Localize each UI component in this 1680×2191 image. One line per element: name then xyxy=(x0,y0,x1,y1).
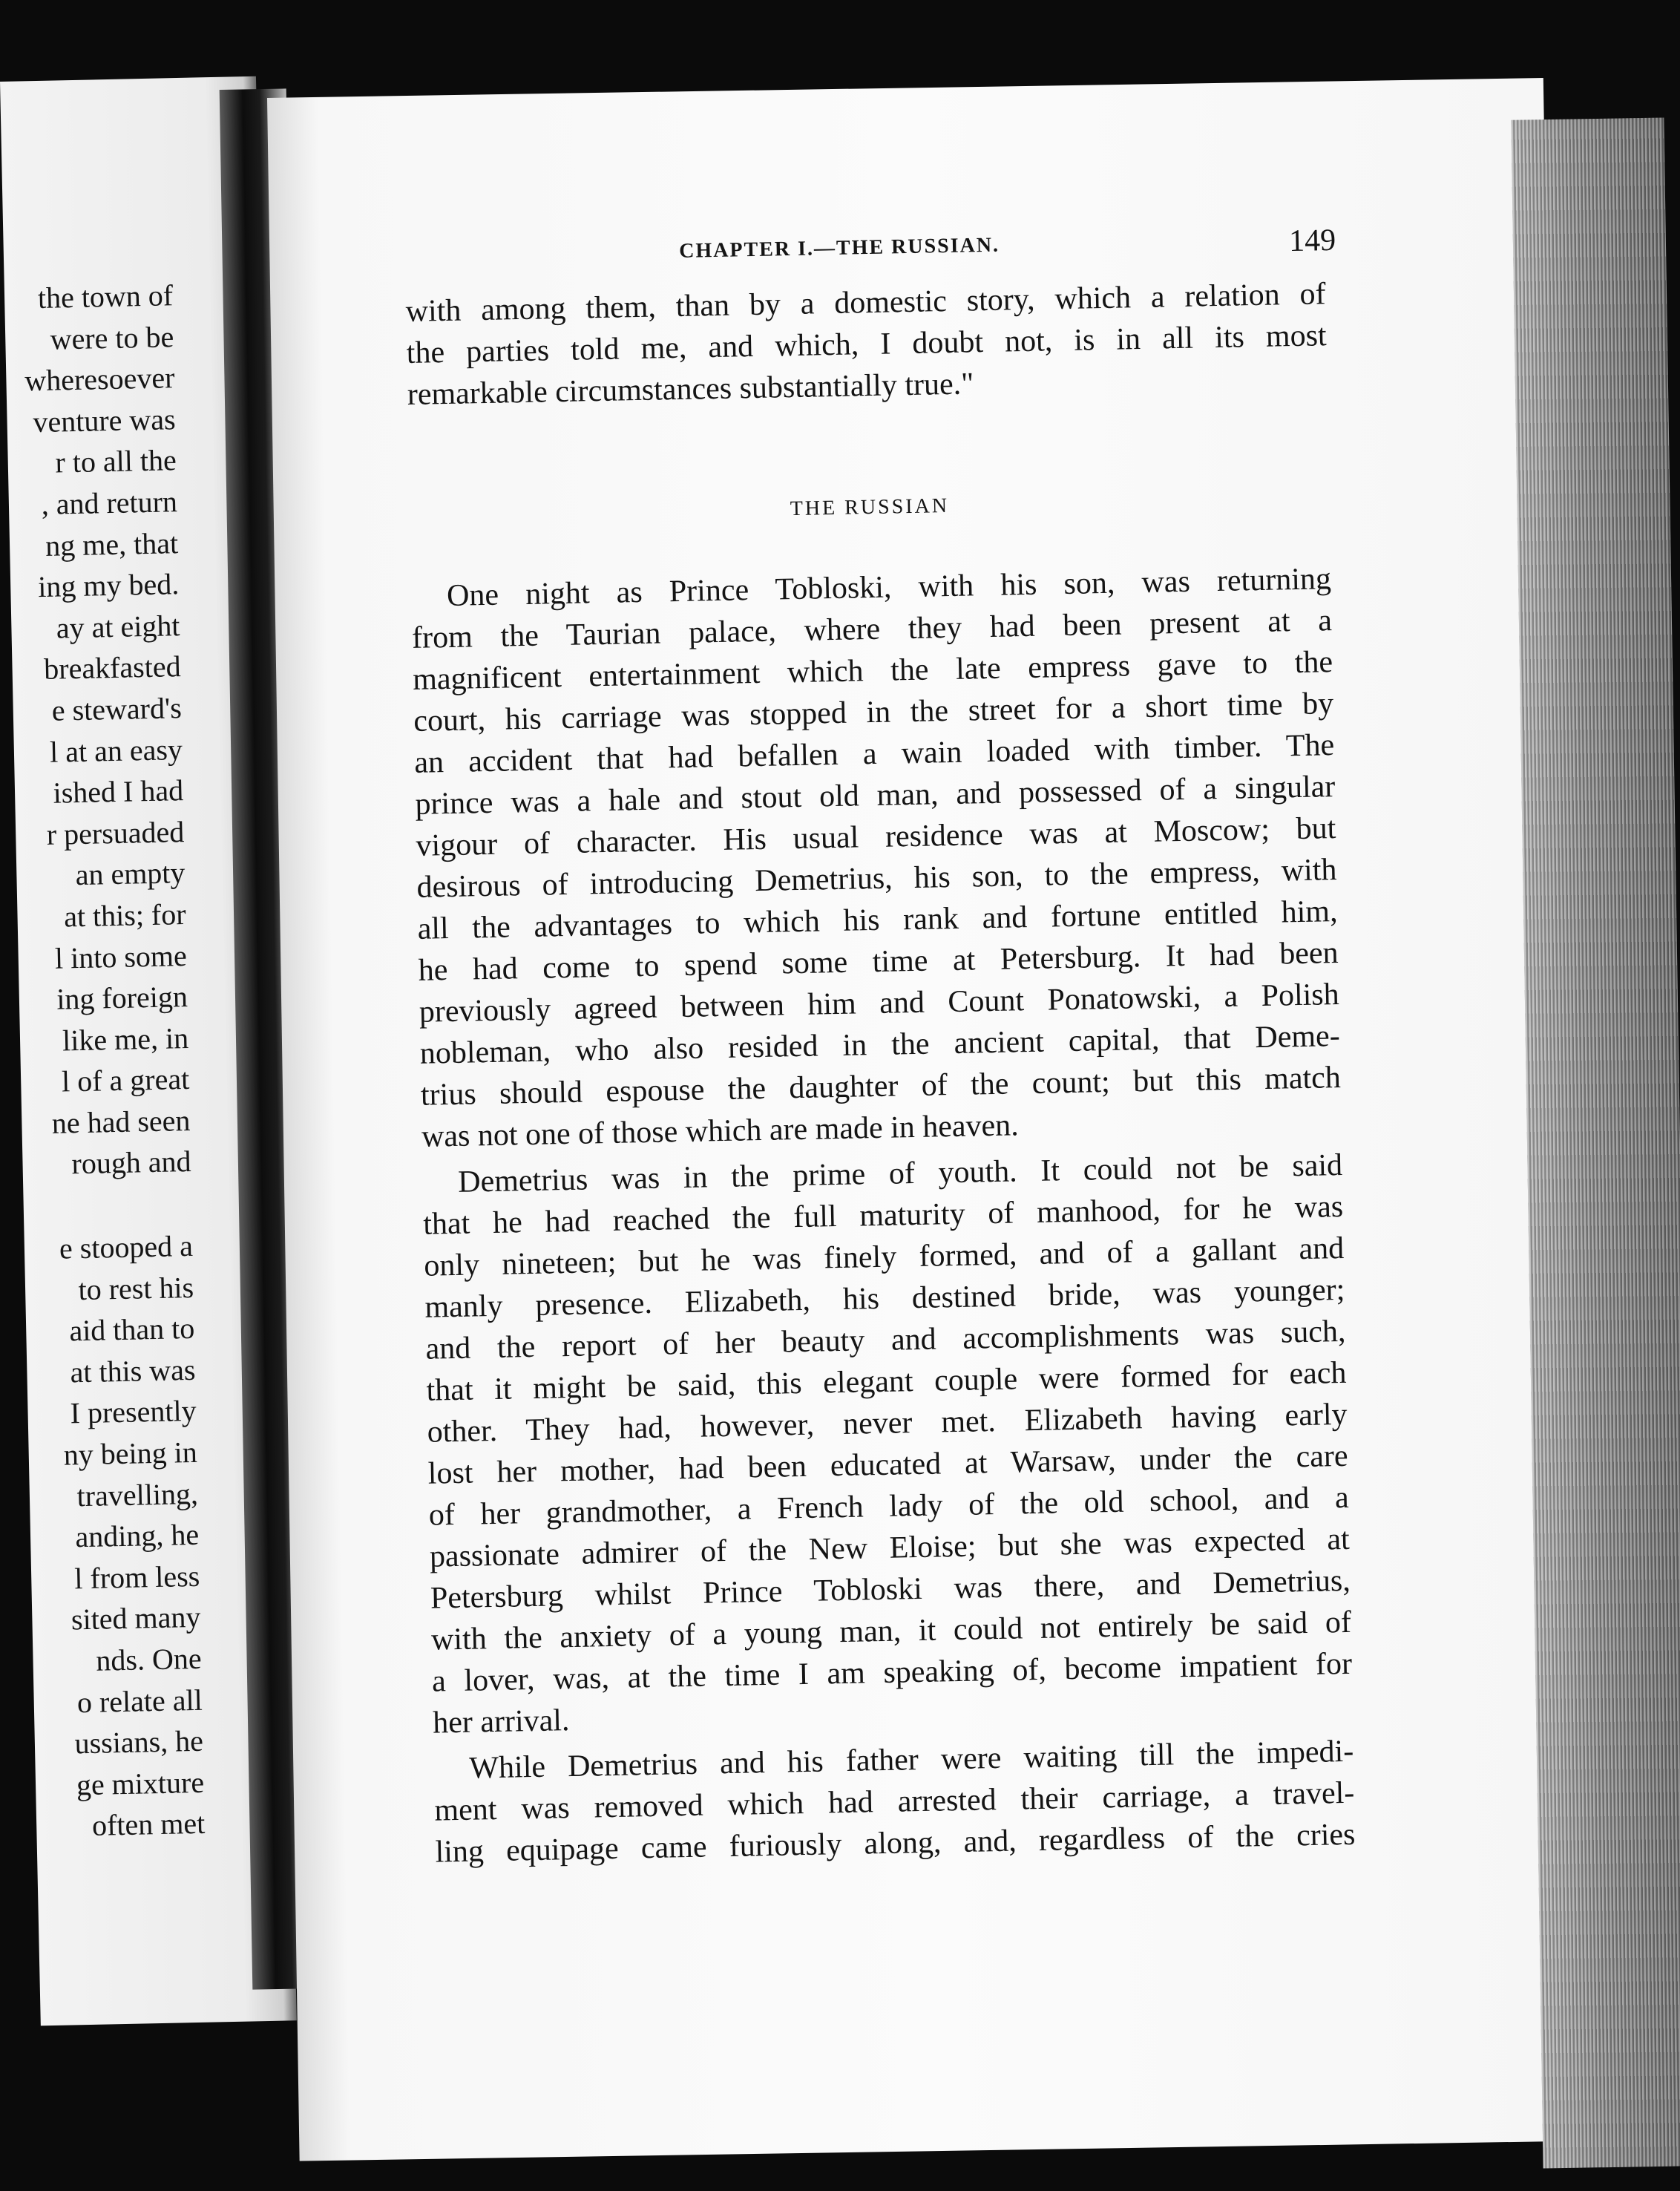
text-line: lost her mother, had been educated at Warsaw, under the care xyxy=(427,1438,1349,1491)
left-page-line: were to be xyxy=(50,319,174,356)
left-page-line: r to all the xyxy=(55,443,177,479)
left-page-line: , and return xyxy=(41,485,178,521)
left-page-line: sited many xyxy=(70,1600,201,1637)
text-line: from the Taurian palace, where they had been present at a xyxy=(411,603,1333,655)
section-title: THE RUSSIAN xyxy=(790,494,950,521)
text-line: with among them, than by a domestic story, which a relation of xyxy=(405,277,1326,329)
left-page-line: I presently xyxy=(70,1394,197,1430)
text-line: prince was a hale and stout old man, and possessed of a singular xyxy=(415,770,1336,822)
left-page-line: l at an easy xyxy=(49,732,183,769)
left-page-line: often met xyxy=(91,1807,206,1843)
text-line: One night as Prince Tobloski, with his son, was returning xyxy=(446,562,1332,613)
text-line: court, his carriage was stopped in the street for a short time by xyxy=(413,687,1334,738)
left-page-line: wheresoever xyxy=(24,361,175,398)
left-page-line: an empty xyxy=(75,856,186,892)
left-page-line: ussians, he xyxy=(74,1723,204,1761)
text-line: Petersburg whilst Prince Tobloski was there, and Demetrius, xyxy=(430,1563,1351,1616)
text-line: the parties told me, and which, I doubt not, is in all its most xyxy=(406,318,1328,370)
text-line: remarkable circumstances substantially true." xyxy=(407,367,974,412)
left-page-line: l from less xyxy=(73,1559,200,1596)
left-page-line: e stooped a xyxy=(59,1228,194,1265)
text-line: magnificent entertainment which the late empress gave to the xyxy=(412,645,1333,697)
left-page-line: at this was xyxy=(70,1352,196,1389)
left-page-line: o relate all xyxy=(76,1683,203,1719)
left-page-line: ne had seen xyxy=(51,1103,191,1140)
left-page-line: nds. One xyxy=(95,1641,203,1677)
left-page-line: ny being in xyxy=(63,1435,198,1472)
text-line: trius should espouse the daughter of the count; but this match xyxy=(420,1060,1342,1113)
left-page-line: rough and xyxy=(71,1144,191,1181)
text-line: was not one of those which are made in heaven. xyxy=(421,1108,1020,1154)
text-line: he had come to spend some time at Petersburg. It had been xyxy=(418,936,1339,988)
text-line: desirous of introducing Demetrius, his son, to the empress, with xyxy=(416,853,1337,905)
text-line: Demetrius was in the prime of youth. It could not be said xyxy=(457,1147,1343,1199)
left-page-line: ing my bed. xyxy=(37,567,180,604)
text-line: with the anxiety of a young man, it could not entirely be said of xyxy=(430,1605,1352,1657)
left-page-text xyxy=(0,275,206,1850)
left-page-line: at this; for xyxy=(63,897,187,934)
right-page-text xyxy=(404,223,1356,1873)
paragraph-1 xyxy=(411,558,1342,1158)
text-line: While Demetrius and his father were waiting till the impedi- xyxy=(468,1734,1354,1786)
text-line: ment was removed which had arrested their carriage, a travel- xyxy=(434,1775,1355,1828)
text-line: a lover, was, at the time I am speaking of, become impatient for xyxy=(431,1646,1353,1699)
running-head: CHAPTER I.—THE RUSSIAN. xyxy=(678,233,1000,263)
text-line: only nineteen; but he was finely formed, and of a gallant and xyxy=(423,1231,1345,1283)
text-line: an accident that had befallen a wain loaded with timber. The xyxy=(413,728,1335,780)
text-line: manly presence. Elizabeth, his destined bride, was younger; xyxy=(424,1272,1345,1325)
text-line: vigour of character. His usual residence was at Moscow; but xyxy=(416,811,1336,863)
text-line: that it might be said, this elegant couple were formed for each xyxy=(426,1355,1347,1408)
left-page-line: l into some xyxy=(54,938,188,975)
paragraph-3 xyxy=(433,1731,1356,1873)
text-line: of her grandmother, a French lady of the old school, and a xyxy=(428,1480,1350,1533)
left-page-line: ing foreign xyxy=(56,980,188,1016)
left-page-line: aid than to xyxy=(68,1311,195,1348)
left-page-line: ge mixture xyxy=(76,1765,205,1802)
left-page-line: l of a great xyxy=(61,1062,190,1098)
text-line: all the advantages to which his rank and fortune entitled him, xyxy=(417,894,1338,946)
text-line: passionate admirer of the New Eloise; but she was expected at xyxy=(429,1522,1351,1574)
text-line: ling equipage came furiously along, and, regardless of the cries xyxy=(435,1817,1356,1870)
text-line: and the report of her beauty and accomplishments was such, xyxy=(425,1314,1346,1366)
left-page-line: the town of xyxy=(37,278,174,315)
left-page-line: ished I had xyxy=(53,773,184,810)
left-page-line: ay at eight xyxy=(56,608,180,645)
intro-paragraph xyxy=(405,273,1328,416)
text-line: her arrival. xyxy=(432,1703,570,1740)
left-page-line: ng me, that xyxy=(45,525,179,563)
text-line: nobleman, who also resided in the ancient capital, that Deme- xyxy=(419,1018,1341,1071)
left-page-line: travelling, xyxy=(76,1476,199,1513)
text-line: other. They had, however, never met. Elizabeth having early xyxy=(427,1397,1348,1450)
text-line: that he had reached the full maturity of manhood, for he was xyxy=(422,1189,1344,1242)
left-page-line: e steward's xyxy=(51,691,183,727)
left-page-line: anding, he xyxy=(74,1518,200,1554)
left-page-line: venture was xyxy=(32,402,177,439)
left-page-line: r persuaded xyxy=(46,814,185,851)
left-page-line: like me, in xyxy=(62,1021,189,1058)
left-page-line: breakfasted xyxy=(43,649,182,687)
text-line: previously agreed between him and Count Ponatowski, a Polish xyxy=(419,977,1340,1029)
left-page-line: to rest his xyxy=(78,1270,194,1306)
page-number: 149 xyxy=(1288,223,1336,259)
paragraph-2 xyxy=(422,1144,1353,1744)
